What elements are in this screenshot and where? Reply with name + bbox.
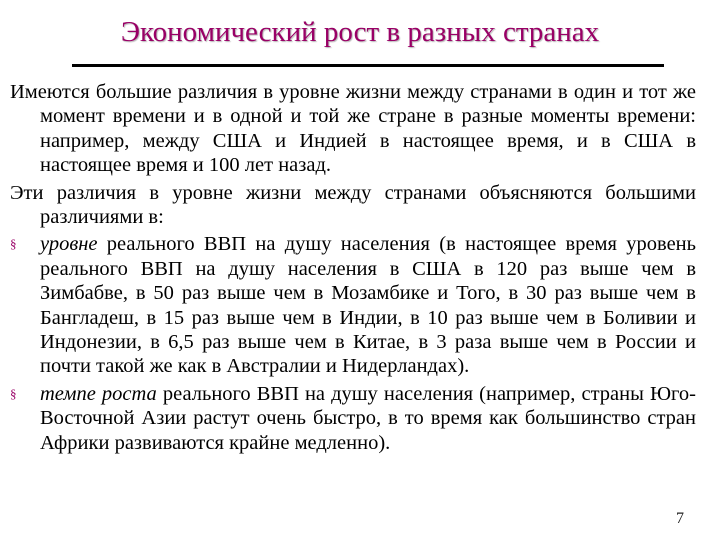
paragraph-1: Имеются большие различия в уровне жизни между странами в один и тот же момент времени и в одной и той же стране в разные моменты времени: например, между США и Индией в настоящее время, и в США в настоящее время и 100 лет назад. <box>10 81 696 177</box>
square-bullet-icon: § <box>10 385 17 401</box>
paragraph-2: Эти различия в уровне жизни между странами объясняются большими различиями в: <box>10 181 696 229</box>
slide-title: Экономический рост в разных странах <box>120 16 600 48</box>
bullet-text-level: реального ВВП на душу населения (в настоящее время уровень реального ВВП на душу населения в США в 120 раз выше чем в Зимбабве, в 50 раз выше чем в Мозамбике и Того, в 30 раз выше чем в Бангладеш, в 15 раз выше чем в Индии, в 10 раз выше чем в Боливии и Индонезии, в 6,5 раз выше чем в Китае, в 3 раза выше чем в России и почти такой же как в Австралии и Нидерландах). <box>40 233 696 378</box>
bullet-item-growth-rate <box>10 382 696 455</box>
title-underline <box>72 64 664 67</box>
slide-body <box>10 80 696 455</box>
bullet-item-level <box>10 232 696 378</box>
bullet-text-growth-rate: реального ВВП на душу населения (например, страны Юго-Восточной Азии растут очень быстро, в то время как большинство стран Африки развиваются крайне медленно). <box>40 382 696 454</box>
page-number: 7 <box>676 510 684 527</box>
square-bullet-icon: § <box>10 236 17 252</box>
bullet-emphasis-growth-rate: темпе роста <box>40 382 157 405</box>
bullet-emphasis-level: уровне <box>40 233 98 256</box>
